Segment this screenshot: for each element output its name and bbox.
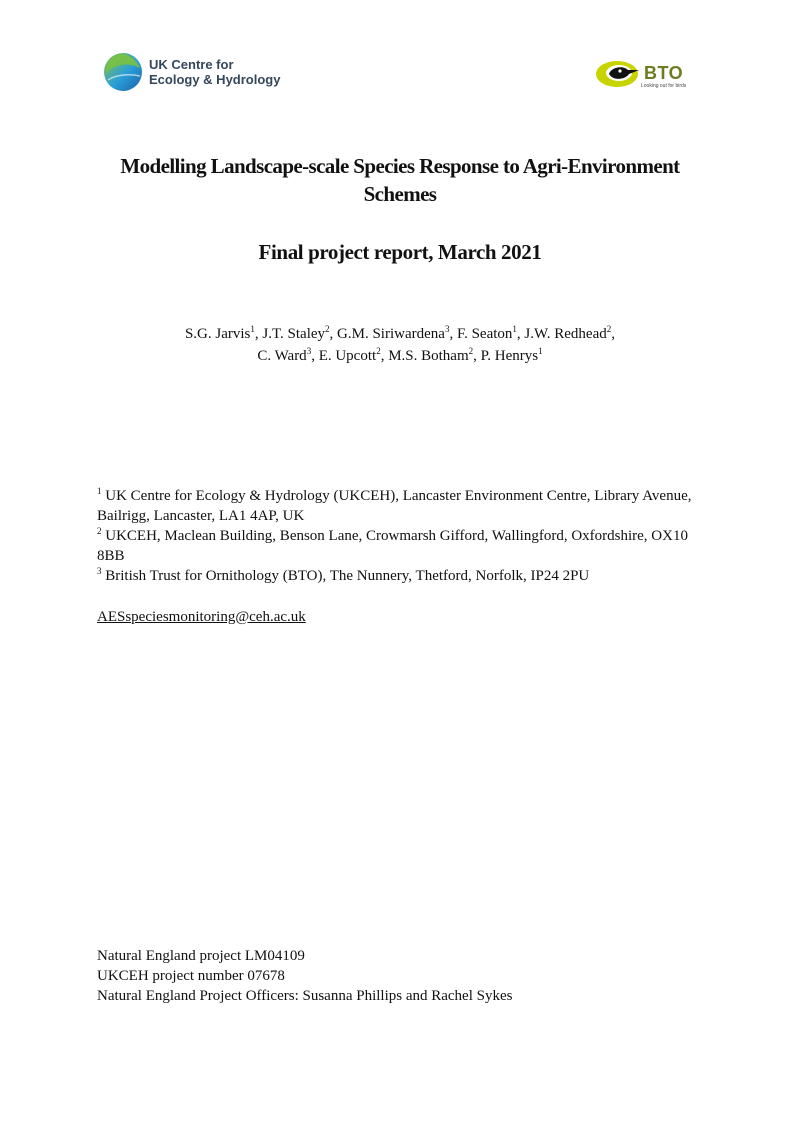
author-list: S.G. Jarvis$^1$, J.T. Staley$^2$, G.M. Siriwardena$^3$, F. Seaton$^1$, J.W. Redhead$^2$, C. Ward$^3$, E. Upcott$^2$, M.S. Botham$^2$, P. Henrys$^1$: [184, 324, 616, 364]
report-subtitle: Final project report, March 2021: [258, 240, 542, 264]
author: P. Henrys$^1$: [480, 346, 543, 364]
affiliation-item: $^2$ UKCEH, Maclean Building, Benson Lane, Crowmarsh Gifford, Wallingford, Oxfordshire, OX10 8BB: [97, 526, 688, 564]
bird-eye-icon: [595, 58, 643, 92]
bto-wordmark: BTO: [644, 63, 684, 83]
author: M.S. Botham$^2$: [388, 346, 474, 364]
ukceh-globe-icon: [103, 52, 143, 92]
author: F. Seaton$^1$: [456, 324, 517, 342]
author: G.M. Siriwardena$^3$: [337, 324, 450, 342]
ukceh-line1: UK Centre for: [149, 57, 234, 72]
bto-tagline: Looking out for birds: [641, 83, 687, 89]
ukceh-line2: Ecology & Hydrology: [149, 72, 281, 87]
contact-email-link[interactable]: AESspeciesmonitoring@ceh.ac.uk: [97, 609, 306, 625]
bto-logo: [595, 58, 705, 94]
project-info: [97, 946, 512, 1006]
project-line: UKCEH project number 07678: [97, 968, 285, 984]
project-line: Natural England Project Officers: Susanna Phillips and Rachel Sykes: [97, 988, 513, 1004]
author: J.W. Redhead$^2$: [524, 324, 612, 342]
affiliation-item: $^1$ UK Centre for Ecology & Hydrology (UKCEH), Lancaster Environment Centre, Library Avenue, Bailrigg, Lancaster, LA1 4AP, UK: [97, 486, 692, 524]
affiliation-list: [97, 486, 707, 586]
author: S.G. Jarvis$^1$: [184, 324, 255, 342]
ukceh-wordmark: [149, 57, 280, 87]
affiliation-item: $^3$ British Trust for Ornithology (BTO), The Nunnery, Thetford, Norfolk, IP24 2PU: [97, 566, 590, 584]
report-title: Modelling Landscape-scale Species Response to Agri-Environment Schemes: [120, 154, 680, 206]
author: E. Upcott$^2$: [318, 346, 381, 364]
author: C. Ward$^3$: [257, 346, 312, 364]
author: J.T. Staley$^2$: [262, 324, 330, 342]
project-line: Natural England project LM04109: [97, 948, 305, 964]
ukceh-logo: [103, 52, 283, 94]
